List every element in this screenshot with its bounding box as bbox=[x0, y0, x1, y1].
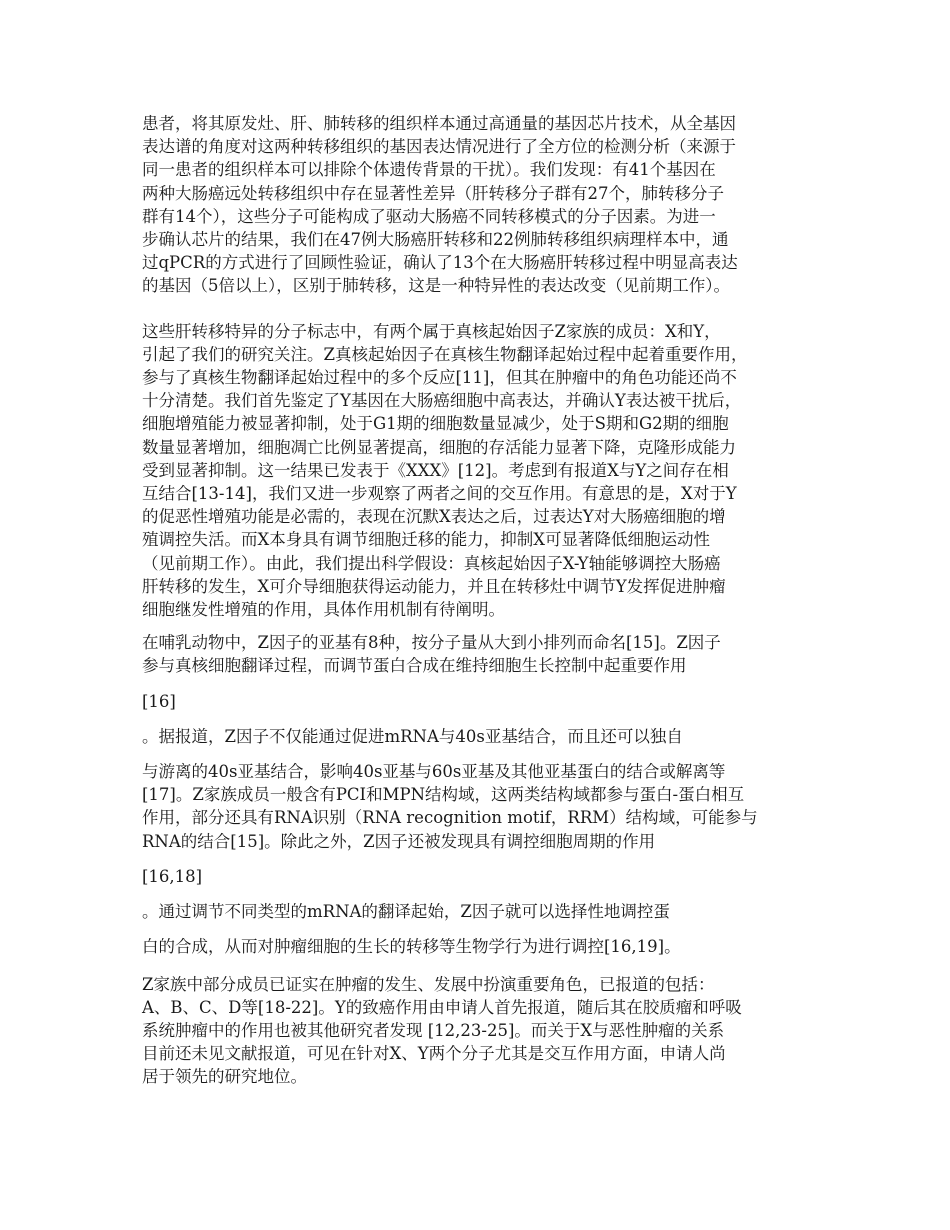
paragraph-domains bbox=[142, 760, 822, 853]
paragraph-protein-synthesis bbox=[142, 935, 822, 958]
text-line: 的基因（5倍以上），区别于肺转移，这是一种特异性的表达改变（见前期工作）。 bbox=[142, 276, 730, 296]
text-line: 步确认芯片的结果，我们在47例大肠癌肝转移和22例肺转移组织病理样本中，通 bbox=[142, 230, 729, 250]
text-line: [17]。Z家族成员一般含有PCI和MPN结构域，这两类结构域都参与蛋白-蛋白相互 bbox=[142, 785, 745, 805]
text-line: [16] bbox=[142, 691, 176, 711]
text-line: 受到显著抑制。这一结果已发表于《XXX》[12]。考虑到有报道X与Y之间存在相 bbox=[142, 460, 729, 480]
text-line: A、B、C、D等[18-22]。Y的致癌作用由申请人首先报道，随后其在胶质瘤和呼吸 bbox=[142, 997, 742, 1017]
text-line: 系统肿瘤中的作用也被其他研究者发现 [12,23-25]。而关于X与恶性肿瘤的关系 bbox=[142, 1020, 725, 1040]
paragraph-z-factor-subunits bbox=[142, 631, 822, 677]
text-line: 殖调控失活。而X本身具有调节细胞迁移的能力，抑制X可显著降低细胞运动性 bbox=[142, 530, 710, 550]
text-line: 与游离的40s亚基结合，影响40s亚基与60s亚基及其他亚基蛋白的结合或解离等 bbox=[142, 762, 726, 782]
paragraph-hypothesis bbox=[142, 320, 822, 622]
text-line: RNA的结合[15]。除此之外，Z因子还被发现具有调控细胞周期的作用 bbox=[142, 831, 656, 851]
text-line: 居于领先的研究地位。 bbox=[142, 1067, 307, 1087]
text-line: （见前期工作）。由此，我们提出科学假设：真核起始因子X-Y轴能够调控大肠癌 bbox=[142, 553, 721, 573]
text-line: 的促恶性增殖功能是必需的，表现在沉默X表达之后，过表达Y对大肠癌细胞的增 bbox=[142, 507, 726, 527]
text-line: 十分清楚。我们首先鉴定了Y基因在大肠癌细胞中高表达，并确认Y表达被干扰后， bbox=[142, 391, 742, 411]
text-line: Z家族中部分成员已证实在肿瘤的发生、发展中扮演重要角色，已报道的包括： bbox=[142, 974, 715, 994]
paragraph-z-family-tumors bbox=[142, 973, 822, 1089]
text-line: 参与了真核生物翻译起始过程中的多个反应[11]，但其在肿瘤中的角色功能还尚不 bbox=[142, 368, 737, 388]
paragraph-translation-initiation bbox=[142, 900, 822, 923]
paragraph-spacer bbox=[142, 923, 822, 935]
paragraph-spacer bbox=[142, 748, 822, 760]
paragraph-spacer bbox=[142, 298, 822, 320]
text-line: 白的合成，从而对肿瘤细胞的生长的转移等生物学行为进行调控[16,19]。 bbox=[142, 937, 681, 957]
paragraph-spacer bbox=[142, 853, 822, 865]
text-line: 患者，将其原发灶、肝、肺转移的组织样本通过高通量的基因芯片技术，从全基因 bbox=[142, 114, 736, 133]
reference-16-18 bbox=[142, 865, 822, 888]
text-line: 。据报道，Z因子不仅能通过促进mRNA与40s亚基结合，而且还可以独自 bbox=[142, 726, 683, 746]
text-line: 同一患者的组织样本可以排除个体遗传背景的干扰）。我们发现：有41个基因在 bbox=[142, 160, 716, 180]
paragraph-spacer bbox=[142, 678, 822, 690]
paragraph-spacer bbox=[142, 888, 822, 900]
text-line: 细胞增殖能力被显著抑制，处于G1期的细胞数量显减少，处于S期和G2期的细胞 bbox=[142, 414, 729, 434]
reference-16 bbox=[142, 690, 822, 713]
text-line: 参与真核细胞翻译过程，而调节蛋白合成在维持细胞生长控制中起重要作用 bbox=[142, 656, 687, 676]
text-line: 表达谱的角度对这两种转移组织的基因表达情况进行了全方位的检测分析（来源于 bbox=[142, 137, 736, 157]
text-line: 群有14个），这些分子可能构成了驱动大肠癌不同转移模式的分子因素。为进一 bbox=[142, 206, 716, 226]
paragraph-spacer bbox=[142, 959, 822, 973]
text-line: 数量显著增加，细胞凋亡比例显著提高，细胞的存活能力显著下降，克隆形成能力 bbox=[142, 437, 736, 457]
text-line: 互结合[13-14]，我们又进一步观察了两者之间的交互作用。有意思的是，X对于Y bbox=[142, 484, 737, 504]
paragraph-mrna-binding bbox=[142, 725, 822, 748]
text-line: 过qPCR的方式进行了回顾性验证，确认了13个在大肠癌肝转移过程中明显高表达 bbox=[142, 253, 738, 273]
text-line: [16,18] bbox=[142, 866, 203, 886]
text-line: 细胞继发性增殖的作用，具体作用机制有待阐明。 bbox=[142, 600, 505, 620]
paragraph-spacer bbox=[142, 713, 822, 725]
paragraph-gene-chip-analysis bbox=[142, 112, 822, 298]
text-line: 引起了我们的研究关注。Z真核起始因子在真核生物翻译起始过程中起着重要作用， bbox=[142, 344, 748, 364]
text-line: 目前还未见文献报道，可见在针对X、Y两个分子尤其是交互作用方面，申请人尚 bbox=[142, 1044, 726, 1064]
text-line: 两种大肠癌远处转移组织中存在显著性差异（肝转移分子群有27个，肺转移分子 bbox=[142, 183, 724, 203]
paragraph-spacer bbox=[142, 621, 822, 631]
text-line: 这些肝转移特异的分子标志中，有两个属于真核起始因子Z家族的成员：X和Y， bbox=[142, 321, 721, 341]
text-line: 。通过调节不同类型的mRNA的翻译起始，Z因子就可以选择性地调控蛋 bbox=[142, 902, 670, 922]
document-page bbox=[142, 112, 822, 1089]
text-line: 在哺乳动物中，Z因子的亚基有8种，按分子量从大到小排列而命名[15]。Z因子 bbox=[142, 633, 721, 653]
text-line: 肝转移的发生，X可介导细胞获得运动能力，并且在转移灶中调节Y发挥促进肿瘤 bbox=[142, 576, 726, 596]
text-line: 作用，部分还具有RNA识别（RNA recognition motif，RRM）结构域，可能参与 bbox=[142, 808, 758, 828]
